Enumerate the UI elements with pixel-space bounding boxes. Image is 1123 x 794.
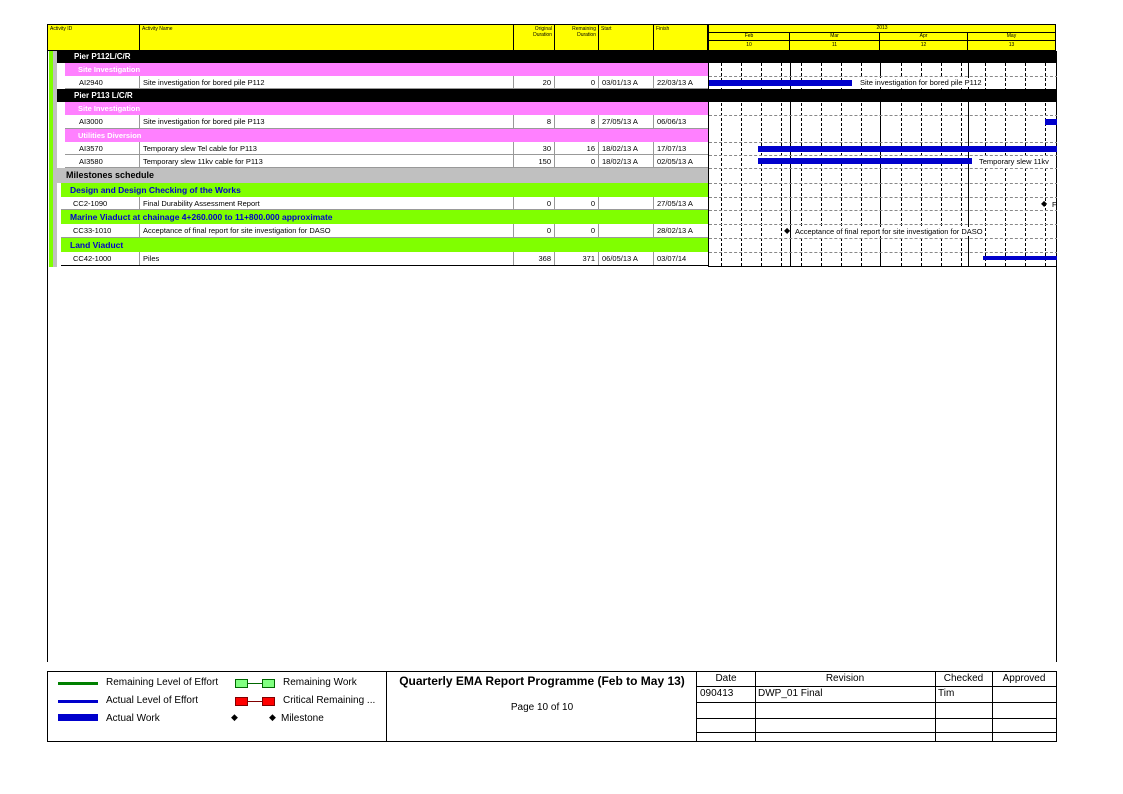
wbs-label: Marine Viaduct at chainage 4+260.000 to 11+800.000 approximate bbox=[70, 212, 333, 222]
wbs-label: Site Investigation bbox=[78, 104, 141, 113]
timescale-month: May bbox=[968, 33, 1055, 41]
activity-name: Final Durability Assessment Report bbox=[139, 197, 513, 209]
finish-date: 27/05/13 A bbox=[653, 197, 708, 209]
table-row[interactable] bbox=[65, 155, 708, 168]
original-duration: 150 bbox=[513, 155, 554, 167]
start-date: 27/05/13 A bbox=[598, 115, 653, 128]
wbs-label: Utilities Diversion bbox=[78, 131, 142, 140]
start-date: 18/02/13 A bbox=[598, 155, 653, 167]
legend-label: Actual Level of Effort bbox=[106, 695, 199, 706]
activity-table bbox=[47, 51, 708, 267]
legend-label: Remaining Level of Effort bbox=[106, 677, 219, 688]
title-block bbox=[387, 672, 697, 741]
timescale-month: Feb bbox=[709, 33, 790, 41]
table-row[interactable] bbox=[65, 115, 708, 129]
document-title: Quarterly EMA Report Programme (Feb to May 13) bbox=[399, 674, 685, 688]
revision-header-date: Date bbox=[715, 673, 737, 684]
start-date: 03/01/13 A bbox=[598, 76, 653, 88]
timescale-period: 12 bbox=[880, 41, 968, 50]
original-duration: 20 bbox=[513, 76, 554, 88]
gantt-bar-cc42-1000[interactable] bbox=[983, 256, 1057, 260]
remaining-duration: 16 bbox=[554, 142, 598, 154]
gantt-bar-ai3580[interactable] bbox=[758, 158, 972, 164]
col-header-remaining-duration[interactable]: Remaining Duration bbox=[555, 25, 599, 52]
activity-id: AI3580 bbox=[79, 157, 103, 166]
finish-date: 17/07/13 bbox=[653, 142, 708, 154]
legend-swatch-actual-work bbox=[58, 714, 98, 721]
col-header-original-duration[interactable]: Original Duration bbox=[514, 25, 555, 52]
milestone-icon: ◆ bbox=[231, 712, 238, 722]
col-header-start[interactable]: Start bbox=[599, 25, 654, 52]
remaining-duration: 0 bbox=[554, 197, 598, 209]
wbs-label: Milestones schedule bbox=[66, 170, 155, 180]
wbs-band[interactable] bbox=[57, 89, 708, 102]
gantt-bar-label: Site investigation for bored pile P112 bbox=[860, 78, 982, 87]
legend-swatch-remaining-work bbox=[235, 679, 275, 688]
original-duration: 368 bbox=[513, 252, 554, 265]
original-duration: 0 bbox=[513, 197, 554, 209]
wbs-label: Pier P113 L/C/R bbox=[74, 91, 133, 100]
legend-label: Remaining Work bbox=[283, 677, 357, 688]
table-header bbox=[47, 24, 708, 51]
finish-date: 06/06/13 bbox=[653, 115, 708, 128]
revision-checked: Tim bbox=[938, 688, 955, 699]
wbs-label: Land Viaduct bbox=[70, 240, 124, 250]
wbs-band[interactable] bbox=[61, 238, 708, 252]
finish-date: 03/07/14 bbox=[653, 252, 708, 265]
activity-id: AI3000 bbox=[79, 117, 103, 126]
gantt-bar-label: Temporary slew 11kv bbox=[979, 157, 1049, 166]
wbs-band[interactable] bbox=[65, 129, 708, 142]
remaining-duration: 0 bbox=[554, 76, 598, 88]
legend-swatch-actual-loe bbox=[58, 700, 98, 703]
start-date: 06/05/13 A bbox=[598, 252, 653, 265]
activity-id: AI2940 bbox=[79, 78, 103, 87]
gantt-bar-ai2940[interactable] bbox=[709, 80, 852, 86]
table-row[interactable] bbox=[61, 224, 708, 238]
wbs-band[interactable] bbox=[61, 183, 708, 197]
wbs-band[interactable] bbox=[65, 63, 708, 76]
footer bbox=[47, 671, 1057, 742]
activity-id: CC2-1090 bbox=[73, 199, 108, 208]
col-header-activity-name[interactable]: Activity Name bbox=[140, 25, 514, 52]
legend-swatch-remaining-loe bbox=[58, 682, 98, 685]
col-header-finish[interactable]: Finish bbox=[656, 26, 670, 32]
legend-swatch-critical-remaining bbox=[235, 697, 275, 706]
wbs-band[interactable] bbox=[65, 102, 708, 115]
revision-date: 090413 bbox=[700, 688, 734, 699]
gantt-bar-ai3000[interactable] bbox=[1045, 119, 1057, 125]
table-row[interactable] bbox=[65, 76, 708, 89]
timescale-year: 2013 bbox=[709, 25, 1055, 33]
activity-id: CC33-1010 bbox=[73, 226, 112, 235]
milestone-icon[interactable]: ◆ bbox=[784, 226, 791, 235]
legend bbox=[48, 672, 387, 741]
gantt-area[interactable] bbox=[708, 51, 1057, 267]
wbs-band[interactable] bbox=[57, 51, 708, 63]
table-row[interactable] bbox=[61, 252, 708, 266]
activity-name: Temporary slew 11kv cable for P113 bbox=[139, 155, 513, 167]
wbs-label: Site Investigation bbox=[78, 65, 141, 74]
milestone-icon[interactable]: ◆ bbox=[1041, 199, 1048, 208]
activity-name: Site investigation for bored pile P112 bbox=[139, 76, 513, 88]
milestone-icon: ◆ bbox=[269, 712, 276, 722]
gantt-timescale bbox=[708, 24, 1056, 51]
activity-id: AI3570 bbox=[79, 144, 103, 153]
remaining-duration: 371 bbox=[554, 252, 598, 265]
legend-label: Critical Remaining ... bbox=[283, 695, 376, 706]
original-duration: 0 bbox=[513, 224, 554, 237]
wbs-band[interactable] bbox=[57, 168, 708, 183]
remaining-duration: 0 bbox=[554, 155, 598, 167]
gantt-bar-label: Acceptance of final report for site investigation for DASO bbox=[795, 227, 983, 236]
gantt-bar-ai3570[interactable] bbox=[758, 146, 1057, 152]
revision-header-revision: Revision bbox=[825, 673, 865, 684]
wbs-label: Design and Design Checking of the Works bbox=[70, 185, 241, 195]
activity-id: CC42-1000 bbox=[73, 254, 112, 263]
finish-date: 02/05/13 A bbox=[653, 155, 708, 167]
table-row[interactable] bbox=[65, 142, 708, 155]
col-header-activity-id[interactable]: Activity ID bbox=[48, 25, 140, 52]
page-number: Page 10 of 10 bbox=[510, 702, 574, 713]
legend-label: Milestone bbox=[281, 713, 324, 724]
gantt-bar-label: F bbox=[1052, 200, 1057, 209]
revision-header-approved: Approved bbox=[1002, 673, 1046, 684]
timescale-month: Apr bbox=[880, 33, 968, 41]
revision-name: DWP_01 Final bbox=[758, 688, 823, 699]
activity-name: Site investigation for bored pile P113 bbox=[139, 115, 513, 128]
timescale-period: 11 bbox=[790, 41, 880, 50]
remaining-duration: 0 bbox=[554, 224, 598, 237]
table-row[interactable] bbox=[61, 197, 708, 210]
activity-name: Acceptance of final report for site investigation for DASO bbox=[139, 224, 513, 237]
timescale-period: 13 bbox=[1008, 42, 1015, 48]
activity-name: Temporary slew Tel cable for P113 bbox=[139, 142, 513, 154]
start-date bbox=[598, 197, 653, 209]
finish-date: 22/03/13 A bbox=[653, 76, 708, 88]
timescale-period: 10 bbox=[709, 41, 790, 50]
remaining-duration: 8 bbox=[554, 115, 598, 128]
revision-header-checked: Checked bbox=[943, 673, 984, 684]
gantt-wbs-band bbox=[709, 51, 1057, 63]
start-date bbox=[598, 224, 653, 237]
wbs-label: Pier P112L/C/R bbox=[74, 52, 131, 61]
revision-table bbox=[697, 672, 1056, 741]
finish-date: 28/02/13 A bbox=[653, 224, 708, 237]
wbs-band[interactable] bbox=[61, 210, 708, 224]
original-duration: 8 bbox=[513, 115, 554, 128]
timescale-month: Mar bbox=[790, 33, 880, 41]
start-date: 18/02/13 A bbox=[598, 142, 653, 154]
activity-name: Piles bbox=[139, 252, 513, 265]
original-duration: 30 bbox=[513, 142, 554, 154]
legend-label: Actual Work bbox=[106, 713, 160, 724]
